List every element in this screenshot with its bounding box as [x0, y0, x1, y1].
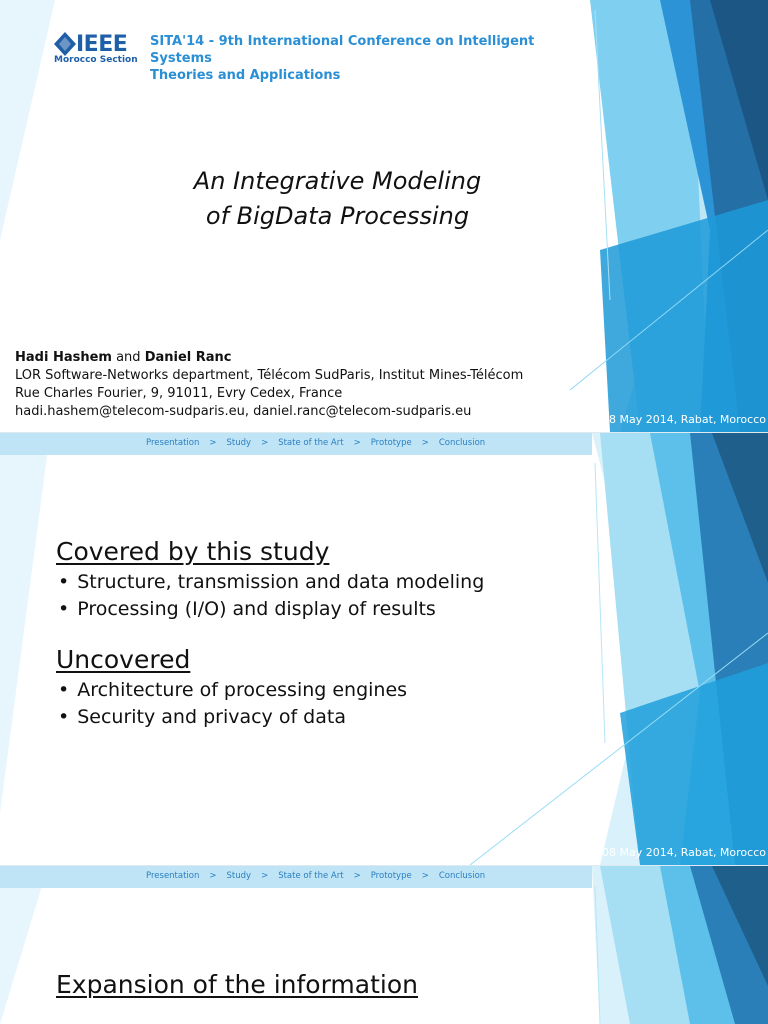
nav-item-conclusion[interactable]: Conclusion	[438, 438, 486, 448]
nav-item-state-of-the-art[interactable]: State of the Art	[278, 871, 344, 881]
nav-item-study[interactable]: Study	[226, 438, 252, 448]
uncovered-list	[58, 677, 407, 731]
conference-title-line2: Theories and Applications	[150, 68, 341, 83]
nav-separator: >	[261, 871, 269, 881]
ieee-diamond-icon	[54, 32, 76, 56]
presentation-title-line2: of BigData Processing	[205, 202, 470, 230]
covered-list	[58, 569, 484, 623]
title-slide	[0, 0, 768, 432]
nav-separator: >	[421, 438, 429, 448]
nav-separator: >	[209, 438, 217, 448]
presentation-title	[120, 164, 555, 234]
author-names	[15, 349, 575, 367]
emails: hadi.hashem@telecom-sudparis.eu, daniel.ranc@telecom-sudparis.eu	[15, 404, 472, 419]
address: Rue Charles Fourier, 9, 91011, Evry Cedex, France	[15, 386, 343, 401]
nav-item-prototype[interactable]: Prototype	[370, 871, 412, 881]
expansion-heading: Expansion of the information	[56, 970, 418, 999]
nav-separator: >	[261, 438, 269, 448]
affiliation: LOR Software-Networks department, Télécom SudParis, Institut Mines-Télécom	[15, 368, 524, 383]
ieee-logo	[54, 30, 144, 68]
nav-item-presentation[interactable]: Presentation	[146, 438, 200, 448]
ieee-logo-text: IEEE	[76, 32, 128, 57]
nav-bar	[0, 433, 592, 455]
footer-date: 07-08 May 2014, Rabat, Morocco	[584, 413, 766, 426]
conference-title	[150, 33, 590, 84]
nav-separator: >	[353, 438, 361, 448]
nav-item-study[interactable]: Study	[226, 871, 252, 881]
list-item: • Processing (I/O) and display of results	[58, 596, 484, 623]
expansion-slide	[0, 866, 768, 1024]
list-item: • Architecture of processing engines	[58, 677, 407, 704]
ieee-logo-section: Morocco Section	[54, 55, 138, 65]
author-block	[15, 349, 575, 421]
scope-slide	[0, 433, 768, 865]
author-1: Hadi Hashem	[15, 350, 112, 365]
nav-items	[146, 871, 485, 881]
list-item: • Security and privacy of data	[58, 704, 407, 731]
uncovered-heading: Uncovered	[56, 645, 191, 674]
nav-item-presentation[interactable]: Presentation	[146, 871, 200, 881]
nav-item-prototype[interactable]: Prototype	[370, 438, 412, 448]
slide-decoration	[0, 866, 768, 1024]
author-2: Daniel Ranc	[144, 350, 232, 365]
nav-separator: >	[353, 871, 361, 881]
nav-items	[146, 438, 485, 448]
nav-separator: >	[209, 871, 217, 881]
covered-heading: Covered by this study	[56, 537, 330, 566]
nav-item-conclusion[interactable]: Conclusion	[438, 871, 486, 881]
nav-bar	[0, 866, 592, 888]
list-item: • Structure, transmission and data modeling	[58, 569, 484, 596]
presentation-title-line1: An Integrative Modeling	[193, 167, 482, 195]
footer-date: 07-08 May 2014, Rabat, Morocco	[584, 846, 766, 859]
nav-item-state-of-the-art[interactable]: State of the Art	[278, 438, 344, 448]
nav-separator: >	[421, 871, 429, 881]
author-joiner: and	[111, 350, 145, 365]
conference-title-line1: SITA'14 - 9th International Conference on Intelligent Systems	[150, 34, 535, 66]
